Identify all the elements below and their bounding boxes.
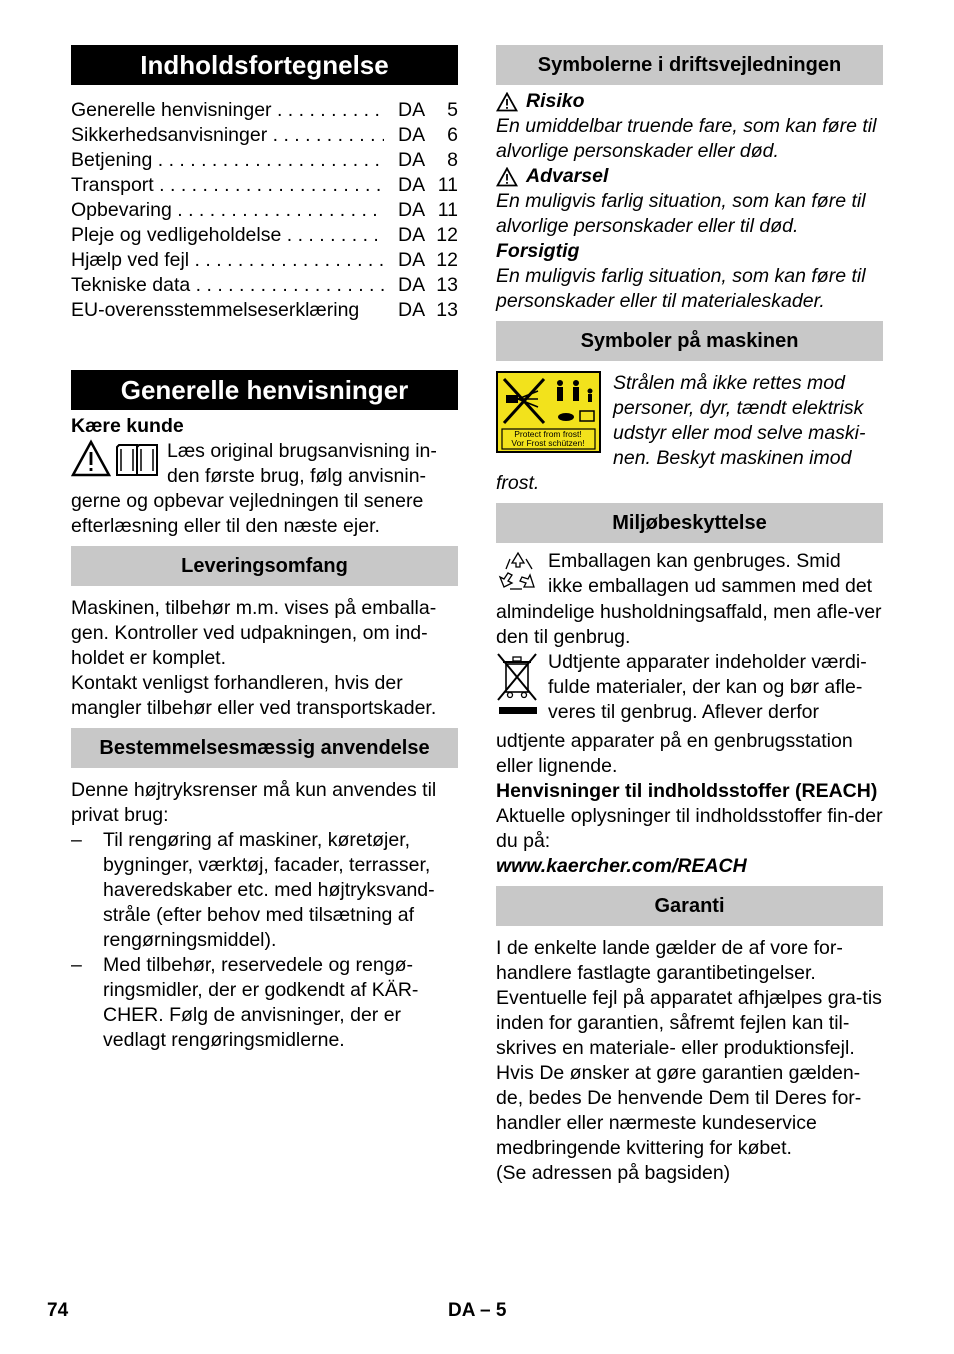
toc-entry-page: 12 xyxy=(436,224,458,246)
toc-entry-title: EU-overensstemmelseserklæring xyxy=(71,299,360,321)
toc-entry-prefix: DA xyxy=(398,274,426,296)
intro-line-2: den første brug, følg anvisnin- xyxy=(167,465,427,487)
machine-symbol-line: frost. xyxy=(496,472,540,494)
risk-label: Risiko xyxy=(526,90,585,112)
toc-entry-prefix: DA xyxy=(398,199,426,221)
label-line-1: Protect from frost! xyxy=(514,429,582,439)
recycle-icon xyxy=(496,549,540,600)
crossed-bin-icon xyxy=(496,650,540,729)
toc-entry-prefix: DA xyxy=(398,174,426,196)
toc-row[interactable] xyxy=(71,273,458,298)
list-item xyxy=(71,953,458,1053)
toc-entry-title: Betjening . . . xyxy=(71,148,384,173)
toc-row[interactable] xyxy=(71,148,458,173)
delivery-paragraph-1: Maskinen, tilbehør m.m. vises på emballa-gen. Kontroller ved udpakningen, om ind-holdet er komplet. xyxy=(71,597,437,669)
toc-entry-title: Hjælp ved fejl . . . xyxy=(71,248,384,273)
intro-block xyxy=(71,439,458,539)
symbols-machine-heading: Symboler på maskinen xyxy=(496,321,883,361)
toc-row[interactable] xyxy=(71,123,458,148)
toc-entry-page: 5 xyxy=(447,99,458,121)
page-number: 74 xyxy=(47,1300,69,1321)
delivery-paragraph-2: Kontakt venligst forhandleren, hvis der mangler tilbehør eller ved transportskader. xyxy=(71,672,437,719)
toc-entry-prefix: DA xyxy=(398,299,426,321)
dear-customer-heading: Kære kunde xyxy=(71,415,184,437)
toc-entry-page: 8 xyxy=(447,149,458,171)
intended-use-heading: Bestemmelsesmæssig anvendelse xyxy=(71,728,458,768)
toc-entry-title: Sikkerhedsanvisninger . . . xyxy=(71,123,384,148)
weee-line-3: veres til genbrug. Aflever derfor xyxy=(548,701,819,723)
recycle-rest: almindelige husholdningsaffald, men afle-ver den til genbrug. xyxy=(496,601,882,648)
toc-row[interactable] xyxy=(71,173,458,198)
recycle-line-1: Emballagen kan genbruges. Smid xyxy=(548,550,841,572)
label-line-2: Vor Frost schützen! xyxy=(511,438,585,448)
reach-heading: Henvisninger til indholdsstoffer (REACH) xyxy=(496,780,878,802)
toc-entry-prefix: DA xyxy=(398,149,426,171)
left-column xyxy=(71,45,458,1053)
list-item-text: Til rengøring af maskiner, køretøjer, bygninger, værktøj, facader, terrasser, haveredskaber etc. med højtryksvand-stråle (efter behov med tilsætning af rengørningsmiddel). xyxy=(103,829,435,951)
right-column xyxy=(496,45,883,1186)
toc-entry-title: Tekniske data . . . xyxy=(71,273,384,298)
toc-row[interactable] xyxy=(71,248,458,273)
toc-entry-prefix: DA xyxy=(398,99,426,121)
list-item-text: Med tilbehør, reservedele og rengø-ringsmidler, der er godkendt af KÄR-CHER. Følg de anvisninger, der er vedlagt rengøringsmidlerne. xyxy=(103,954,419,1051)
toc-entry-title: Generelle henvisninger . . . xyxy=(71,98,384,123)
toc-entry-page: 13 xyxy=(436,274,458,296)
toc-heading: Indholdsfortegnelse xyxy=(71,45,458,85)
machine-symbol-block xyxy=(496,371,883,496)
list-dash: – xyxy=(71,829,82,851)
warranty-paragraph-1: I de enkelte lande gælder de af vore for-handlere fastlagte garantibetingelser. Eventuelle fejl på apparatet afhjælpes gra-tis inden for garantien, såfremt fejlen kan til-skrives en materiale- eller produktionsfejl. Hvis De ønsker at gøre garantien gælden-de, bedes De henvende Dem til Deres for-handler eller nærmeste kundeservice medbringende kvittering for købet. xyxy=(496,937,882,1159)
toc-row[interactable] xyxy=(71,198,458,223)
weee-block xyxy=(496,650,883,779)
machine-symbol-line: Strålen må ikke rettes mod xyxy=(613,372,845,394)
risk-text: En umiddelbar truende fare, som kan føre til alvorlige personskader eller død. xyxy=(496,115,877,162)
warning-book-icon xyxy=(71,439,159,486)
toc-entry-page: 13 xyxy=(436,299,458,321)
toc-entry-page: 11 xyxy=(437,174,458,196)
warning-label: Advarsel xyxy=(526,165,609,187)
recycle-line-2: ikke emballagen ud sammen med det xyxy=(548,575,873,597)
list-dash: – xyxy=(71,954,82,976)
table-of-contents xyxy=(71,98,458,323)
machine-symbol-line: udstyr eller mod selve maski- xyxy=(613,422,866,444)
intro-line-1: Læs original brugsanvisning in- xyxy=(167,440,437,462)
caution-text: En muligvis farlig situation, som kan føre til personskader eller til materialeskader. xyxy=(496,265,866,312)
toc-entry-prefix: DA xyxy=(398,249,426,271)
toc-entry-page: 11 xyxy=(437,199,458,221)
toc-entry-page: 6 xyxy=(447,124,458,146)
risk-heading xyxy=(496,89,883,114)
caution-label: Forsigtig xyxy=(496,240,580,262)
warranty-heading: Garanti xyxy=(496,886,883,926)
warning-triangle-icon xyxy=(496,92,518,112)
toc-entry-title: Pleje og vedligeholdelse . . . xyxy=(71,223,384,248)
reach-text: Aktuelle oplysninger til indholdsstoffer fin-der du på: xyxy=(496,805,883,852)
warning-triangle-icon xyxy=(496,167,518,187)
toc-entry-page: 12 xyxy=(436,249,458,271)
reach-link[interactable]: www.kaercher.com/REACH xyxy=(496,855,747,877)
environment-heading: Miljøbeskyttelse xyxy=(496,503,883,543)
delivery-heading: Leveringsomfang xyxy=(71,546,458,586)
warning-text: En muligvis farlig situation, som kan føre til alvorlige personskader eller til død. xyxy=(496,190,866,237)
toc-row[interactable] xyxy=(71,223,458,248)
list-item xyxy=(71,828,458,953)
symbols-manual-heading: Symbolerne i driftsvejledningen xyxy=(496,45,883,85)
toc-row[interactable] xyxy=(71,298,458,323)
intro-rest: gerne og opbevar vejledningen til senere efterlæsning eller til den næste ejer. xyxy=(71,490,424,537)
recycle-block xyxy=(496,549,883,650)
toc-row[interactable] xyxy=(71,98,458,123)
intended-use-intro: Denne højtryksrenser må kun anvendes til privat brug: xyxy=(71,779,437,826)
toc-entry-title: Transport . . . xyxy=(71,173,384,198)
weee-rest: udtjente apparater på en genbrugsstation eller lignende. xyxy=(496,730,853,777)
general-heading: Generelle henvisninger xyxy=(71,370,458,410)
weee-line-2: fulde materialer, der kan og bør afle- xyxy=(548,676,863,698)
warranty-paragraph-2: (Se adressen på bagsiden) xyxy=(496,1162,731,1184)
machine-symbol-line: nen. Beskyt maskinen imod xyxy=(613,447,852,469)
warning-heading xyxy=(496,164,883,189)
section-page-number: DA – 5 xyxy=(448,1300,507,1321)
weee-line-1: Udtjente apparater indeholder værdi- xyxy=(548,651,867,673)
machine-symbol-line: personer, dyr, tændt elektrisk xyxy=(613,397,864,419)
toc-entry-prefix: DA xyxy=(398,124,426,146)
toc-entry-prefix: DA xyxy=(398,224,426,246)
toc-entry-title: Opbevaring . . . xyxy=(71,198,384,223)
machine-warning-label-icon xyxy=(496,371,601,460)
